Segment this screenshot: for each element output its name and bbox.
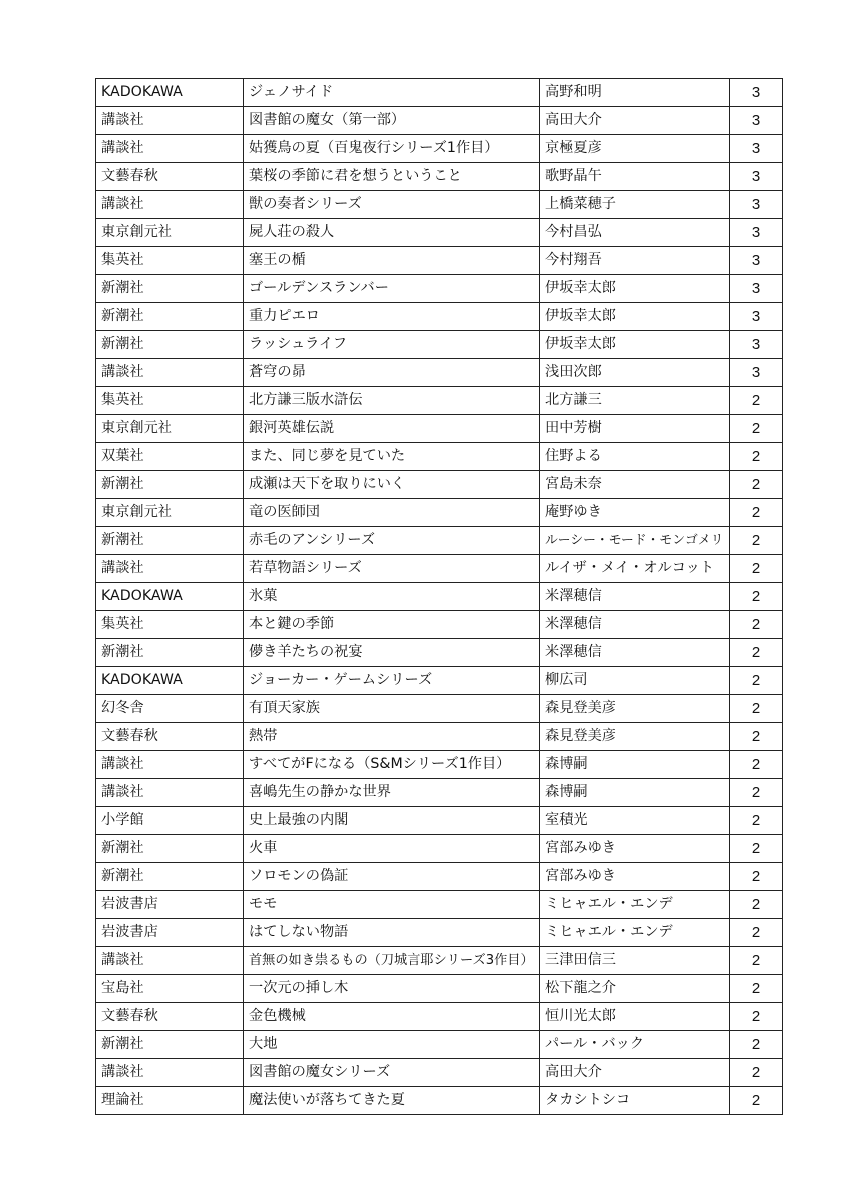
count-cell: 2 [730, 583, 783, 611]
title-cell: 屍人荘の殺人 [244, 219, 540, 247]
author-cell: 高田大介 [540, 1059, 730, 1087]
count-cell: 2 [730, 639, 783, 667]
publisher-cell: 文藝春秋 [96, 163, 244, 191]
title-cell: 有頂天家族 [244, 695, 540, 723]
author-cell: 恒川光太郎 [540, 1003, 730, 1031]
publisher-cell: 文藝春秋 [96, 1003, 244, 1031]
title-cell: 獣の奏者シリーズ [244, 191, 540, 219]
title-cell: 喜嶋先生の静かな世界 [244, 779, 540, 807]
author-cell: 京極夏彦 [540, 135, 730, 163]
author-cell: 高野和明 [540, 79, 730, 107]
count-cell: 2 [730, 779, 783, 807]
author-cell: 上橋菜穂子 [540, 191, 730, 219]
publisher-cell: 新潮社 [96, 1031, 244, 1059]
publisher-cell: KADOKAWA [96, 583, 244, 611]
table-row [96, 555, 783, 583]
publisher-cell: KADOKAWA [96, 667, 244, 695]
count-cell: 2 [730, 723, 783, 751]
author-cell: 庵野ゆき [540, 499, 730, 527]
publisher-cell: 幻冬舎 [96, 695, 244, 723]
author-cell: 宮島未奈 [540, 471, 730, 499]
count-cell: 2 [730, 611, 783, 639]
table-row [96, 499, 783, 527]
publisher-cell: 東京創元社 [96, 415, 244, 443]
publisher-cell: 集英社 [96, 611, 244, 639]
count-cell: 2 [730, 695, 783, 723]
author-cell: 森博嗣 [540, 751, 730, 779]
title-cell: 銀河英雄伝説 [244, 415, 540, 443]
table-row [96, 639, 783, 667]
table-row [96, 1087, 783, 1115]
publisher-cell: 新潮社 [96, 527, 244, 555]
publisher-cell: 講談社 [96, 359, 244, 387]
title-cell: 蒼穹の昴 [244, 359, 540, 387]
publisher-cell: 新潮社 [96, 471, 244, 499]
author-cell: 浅田次郎 [540, 359, 730, 387]
count-cell: 2 [730, 947, 783, 975]
publisher-cell: 講談社 [96, 751, 244, 779]
count-cell: 2 [730, 975, 783, 1003]
publisher-cell: 理論社 [96, 1087, 244, 1115]
book-ranking-table [95, 78, 783, 1115]
count-cell: 3 [730, 247, 783, 275]
author-cell: 伊坂幸太郎 [540, 275, 730, 303]
title-cell: ジョーカー・ゲームシリーズ [244, 667, 540, 695]
publisher-cell: 双葉社 [96, 443, 244, 471]
publisher-cell: 集英社 [96, 387, 244, 415]
publisher-cell: 小学館 [96, 807, 244, 835]
table-row [96, 331, 783, 359]
table-row [96, 611, 783, 639]
title-cell: ソロモンの偽証 [244, 863, 540, 891]
title-cell: 首無の如き祟るもの（刀城言耶シリーズ3作目） [244, 947, 540, 975]
title-cell: 成瀬は天下を取りにいく [244, 471, 540, 499]
count-cell: 2 [730, 1031, 783, 1059]
table-row [96, 863, 783, 891]
title-cell: ラッシュライフ [244, 331, 540, 359]
publisher-cell: 東京創元社 [96, 499, 244, 527]
publisher-cell: 新潮社 [96, 835, 244, 863]
table-row [96, 163, 783, 191]
table-row [96, 1059, 783, 1087]
title-cell: 赤毛のアンシリーズ [244, 527, 540, 555]
table-row [96, 443, 783, 471]
count-cell: 3 [730, 303, 783, 331]
table-row [96, 751, 783, 779]
author-cell: タカシトシコ [540, 1087, 730, 1115]
table-row [96, 471, 783, 499]
publisher-cell: 講談社 [96, 191, 244, 219]
author-cell: 森博嗣 [540, 779, 730, 807]
count-cell: 2 [730, 863, 783, 891]
author-cell: ルーシー・モード・モンゴメリ [540, 527, 730, 555]
count-cell: 3 [730, 163, 783, 191]
publisher-cell: 新潮社 [96, 275, 244, 303]
title-cell: 姑獲鳥の夏（百鬼夜行シリーズ1作目） [244, 135, 540, 163]
count-cell: 2 [730, 527, 783, 555]
publisher-cell: 文藝春秋 [96, 723, 244, 751]
table-row [96, 1031, 783, 1059]
table-row [96, 835, 783, 863]
title-cell: 金色機械 [244, 1003, 540, 1031]
title-cell: 竜の医師団 [244, 499, 540, 527]
count-cell: 2 [730, 751, 783, 779]
table-row [96, 919, 783, 947]
author-cell: 柳広司 [540, 667, 730, 695]
author-cell: 伊坂幸太郎 [540, 331, 730, 359]
count-cell: 2 [730, 835, 783, 863]
author-cell: 伊坂幸太郎 [540, 303, 730, 331]
count-cell: 3 [730, 135, 783, 163]
publisher-cell: 講談社 [96, 1059, 244, 1087]
publisher-cell: 宝島社 [96, 975, 244, 1003]
table-row [96, 975, 783, 1003]
author-cell: 今村翔吾 [540, 247, 730, 275]
title-cell: ジェノサイド [244, 79, 540, 107]
title-cell: 北方謙三版水滸伝 [244, 387, 540, 415]
author-cell: ミヒャエル・エンデ [540, 919, 730, 947]
table-row [96, 191, 783, 219]
count-cell: 2 [730, 1003, 783, 1031]
count-cell: 2 [730, 415, 783, 443]
count-cell: 2 [730, 387, 783, 415]
count-cell: 2 [730, 471, 783, 499]
title-cell: 若草物語シリーズ [244, 555, 540, 583]
publisher-cell: 講談社 [96, 135, 244, 163]
title-cell: 一次元の挿し木 [244, 975, 540, 1003]
table-row [96, 79, 783, 107]
publisher-cell: 新潮社 [96, 331, 244, 359]
count-cell: 3 [730, 219, 783, 247]
count-cell: 2 [730, 443, 783, 471]
count-cell: 3 [730, 79, 783, 107]
author-cell: 松下龍之介 [540, 975, 730, 1003]
author-cell: 米澤穂信 [540, 611, 730, 639]
table-row [96, 947, 783, 975]
author-cell: 住野よる [540, 443, 730, 471]
title-cell: 図書館の魔女（第一部） [244, 107, 540, 135]
table-row [96, 667, 783, 695]
author-cell: ミヒャエル・エンデ [540, 891, 730, 919]
table-row [96, 275, 783, 303]
table-row [96, 135, 783, 163]
table-row [96, 303, 783, 331]
title-cell: 氷菓 [244, 583, 540, 611]
title-cell: 重力ピエロ [244, 303, 540, 331]
author-cell: 宮部みゆき [540, 835, 730, 863]
table-body [96, 79, 783, 1115]
table-row [96, 779, 783, 807]
title-cell: 火車 [244, 835, 540, 863]
table-row [96, 583, 783, 611]
count-cell: 2 [730, 499, 783, 527]
title-cell: すべてがFになる（S&Mシリーズ1作目） [244, 751, 540, 779]
title-cell: はてしない物語 [244, 919, 540, 947]
author-cell: 室積光 [540, 807, 730, 835]
author-cell: 宮部みゆき [540, 863, 730, 891]
title-cell: 魔法使いが落ちてきた夏 [244, 1087, 540, 1115]
table-row [96, 359, 783, 387]
author-cell: 米澤穂信 [540, 639, 730, 667]
table-row [96, 107, 783, 135]
table-row [96, 415, 783, 443]
publisher-cell: KADOKAWA [96, 79, 244, 107]
table-row [96, 527, 783, 555]
publisher-cell: 講談社 [96, 779, 244, 807]
publisher-cell: 東京創元社 [96, 219, 244, 247]
table-row [96, 247, 783, 275]
table-row [96, 695, 783, 723]
title-cell: 儚き羊たちの祝宴 [244, 639, 540, 667]
table-row [96, 1003, 783, 1031]
count-cell: 3 [730, 275, 783, 303]
author-cell: 高田大介 [540, 107, 730, 135]
author-cell: 今村昌弘 [540, 219, 730, 247]
publisher-cell: 講談社 [96, 555, 244, 583]
title-cell: ゴールデンスランバー [244, 275, 540, 303]
title-cell: 塞王の楯 [244, 247, 540, 275]
table-row [96, 387, 783, 415]
count-cell: 2 [730, 891, 783, 919]
count-cell: 2 [730, 1087, 783, 1115]
count-cell: 3 [730, 331, 783, 359]
publisher-cell: 講談社 [96, 947, 244, 975]
publisher-cell: 岩波書店 [96, 919, 244, 947]
title-cell: 本と鍵の季節 [244, 611, 540, 639]
count-cell: 3 [730, 191, 783, 219]
table-row [96, 891, 783, 919]
author-cell: ルイザ・メイ・オルコット [540, 555, 730, 583]
count-cell: 2 [730, 1059, 783, 1087]
title-cell: 史上最強の内閣 [244, 807, 540, 835]
title-cell: 大地 [244, 1031, 540, 1059]
publisher-cell: 新潮社 [96, 863, 244, 891]
title-cell: 図書館の魔女シリーズ [244, 1059, 540, 1087]
title-cell: 熱帯 [244, 723, 540, 751]
author-cell: 米澤穂信 [540, 583, 730, 611]
author-cell: 北方謙三 [540, 387, 730, 415]
author-cell: 森見登美彦 [540, 695, 730, 723]
publisher-cell: 岩波書店 [96, 891, 244, 919]
table-row [96, 219, 783, 247]
count-cell: 2 [730, 555, 783, 583]
author-cell: 森見登美彦 [540, 723, 730, 751]
publisher-cell: 新潮社 [96, 303, 244, 331]
publisher-cell: 集英社 [96, 247, 244, 275]
publisher-cell: 新潮社 [96, 639, 244, 667]
author-cell: 田中芳樹 [540, 415, 730, 443]
author-cell: 三津田信三 [540, 947, 730, 975]
count-cell: 2 [730, 919, 783, 947]
author-cell: パール・バック [540, 1031, 730, 1059]
count-cell: 2 [730, 667, 783, 695]
publisher-cell: 講談社 [96, 107, 244, 135]
title-cell: また、同じ夢を見ていた [244, 443, 540, 471]
count-cell: 3 [730, 359, 783, 387]
count-cell: 3 [730, 107, 783, 135]
author-cell: 歌野晶午 [540, 163, 730, 191]
table-row [96, 807, 783, 835]
title-cell: モモ [244, 891, 540, 919]
table-row [96, 723, 783, 751]
title-cell: 葉桜の季節に君を想うということ [244, 163, 540, 191]
count-cell: 2 [730, 807, 783, 835]
